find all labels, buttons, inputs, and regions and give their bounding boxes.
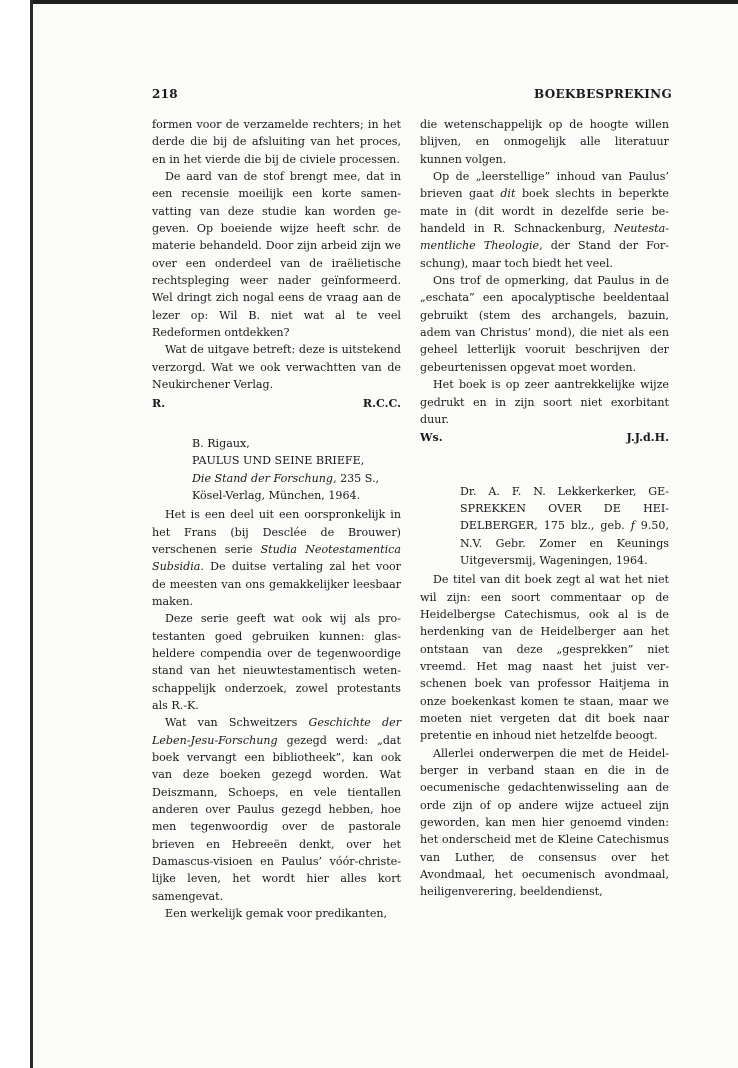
series-title: Studia Neotestamentica Subsidia. (152, 542, 401, 574)
signature-initial: Ws. (420, 431, 443, 445)
reviewer-signature (152, 395, 401, 412)
review-pages: 235 S., (340, 471, 380, 485)
review-heading (460, 483, 669, 570)
review-author: B. Rigaux, (192, 436, 250, 450)
paragraph: formen voor de verzamelde rechters; in het derde die bij de afsluiting van het proces, en in het vierde die bij de civiele processen. (152, 118, 401, 166)
left-column (152, 116, 401, 922)
paragraph: die wetenschappelijk op de hoogte willen blijven, en onmogelijk alle literatuur kunnen volgen. (420, 118, 669, 166)
cited-title: Geschichte der Leben-Jesu-Forschung (152, 716, 402, 747)
paragraph: Het boek is op zeer aantrekkelijke wijze gedrukt en in zijn soort niet exorbitant duur. (420, 378, 669, 426)
review-meta (192, 470, 401, 487)
paragraph: De titel van dit boek zegt al wat het niet wil zijn: een soort commentaar op de Heidelbergse Catechismus, ook al is de herdenking van de Heidelberger aan het ontstaan van deze „gesprekken” niet vreemd. Het mag naast het juist verschenen boek van professor Haitjema in onze boekenkast komen te staan, maar we moeten niet vergeten dat dit boek naar pretentie en inhoud niet hetzelfde beoogt. (420, 573, 669, 743)
signature-reviewer: R.C.C. (362, 396, 401, 410)
paragraph: Het is een deel uit een oorspronkelijk in het Frans (bij Desclée de Brouwer) verschenen serie Studia Neotestamentica Subsidia. De duitse vertaling zal het voor de meesten van ons gemakkelijker leesbaar maken. (152, 508, 401, 608)
paragraph: Wat de uitgave betreft: deze is uitstekend verzorgd. Wat we ook verwachtten van de Neukirchener Verlag. (152, 343, 401, 392)
paragraph: Allerlei onderwerpen die met de Heidelberger in verband staan en die in de oecumenische gedachtenwisseling aan de orde zijn of op andere wijze actueel zijn geworden, kan men hier genoemd vinden: het onderscheid met de Kleine Catechismus van Luther, de consensus over het Avondmaal, het oecumenisch avondmaal, heiligenverering, beeldendienst, (420, 746, 669, 899)
running-title: BOEKBESPREKING (534, 87, 672, 101)
paragraph: De aard van de stof brengt mee, dat in een recensie moeilijk een korte samenvatting van deze studie kan worden gegeven. Op boeiende wijze heeft schr. de materie behandeld. Door zijn arbeid zijn we over een onderdeel van de iraëlietische rechtspleging weer nader geïnformeerd. Wel dringt zich nogal eens de vraag aan de lezer op: Wil B. niet wat al te veel Redeformen ontdekken? (152, 170, 401, 340)
paragraph: Een werkelijk gemak voor predikanten, (165, 907, 388, 921)
signature-initial: R. (152, 396, 166, 410)
paragraph: Op de „leerstellige” inhoud van Paulus’ brieven gaat dit boek slechts in beperkte mate in (dit wordt in dezelfde serie behandeld in R. Schnackenburg, Neutestamentliche Theologie, der Stand der Forschung), maar toch biedt het veel. (420, 170, 669, 270)
review-title: PAULUS UND SEINE BRIEFE, (192, 454, 365, 468)
review-publisher: Kösel-Verlag, München, 1964. (192, 488, 361, 502)
right-column (420, 116, 669, 901)
reviewer-signature (420, 429, 669, 446)
paragraph: Wat van Schweitzers Geschichte der Leben-Jesu-Forschung gezegd werd: „dat boek vervangt een bibliotheek”, kan ook van deze boeken gezegd worden. Wat Deiszmann, Schoeps, en vele tientallen anderen over Paulus gezegd hebben, hoe men tegenwoordig over de pastorale brieven en Hebreeën denkt, over het Damascus-visioen en Paulus’ vóór-christelijke leven, het wordt hier alles kort samengevat. (152, 716, 402, 903)
review-subtitle: Die Stand der Forschung, (192, 471, 337, 485)
review-heading (192, 435, 401, 504)
paragraph: Deze serie geeft wat ook wij als protestanten goed gebruiken kunnen: glasheldere compendia over de tegenwoordige stand van het nieuwtestamentisch wetenschappelijk onderzoek, zowel protestants als R.-K. (152, 612, 401, 712)
signature-reviewer: J.J.d.H. (626, 431, 669, 445)
paragraph: Ons trof de opmerking, dat Paulus in de „eschata” een apocalyptische beeldentaal gebruikt (stem des archangels, bazuin, adem van Christus’ mond), die niet als een geheel letterlijk vooruit beschrijven der gebeurtenissen opgevat moet worden. (420, 274, 669, 374)
cited-title: Neutestamentliche Theologie, (420, 222, 669, 253)
review-citation: Dr. A. F. N. Lekkerkerker, GESPREKKEN OVER DE HEIDELBERGER, 175 blz., geb. f 9.50, N.V. Gebr. Zomer en Keunings Uitgeversmij, Wageningen, 1964. (460, 484, 669, 567)
page-number: 218 (152, 87, 178, 101)
